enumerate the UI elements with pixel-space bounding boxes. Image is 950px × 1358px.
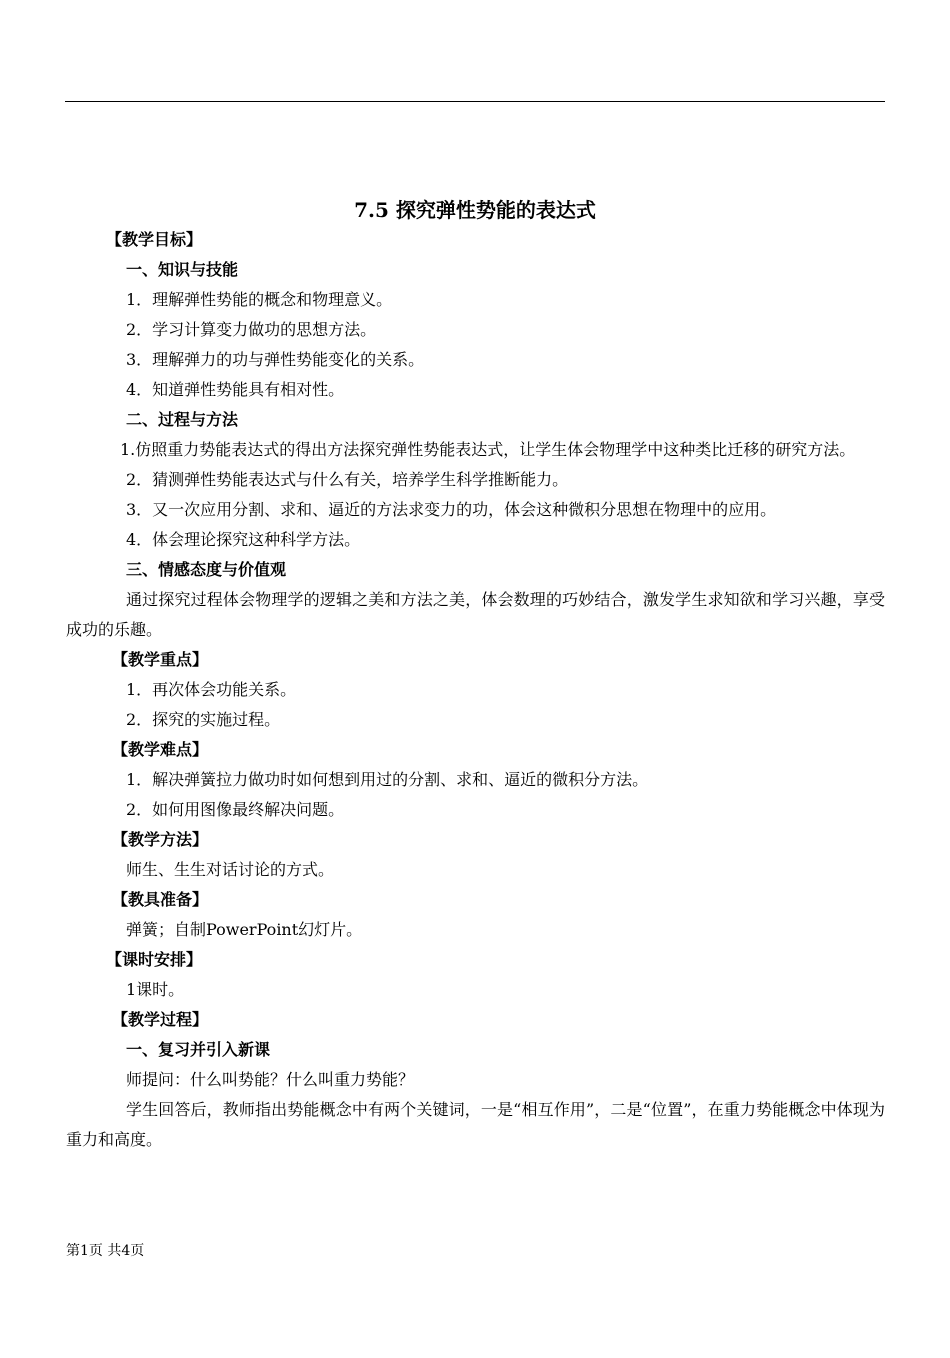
methods-heading: 【教学方法】 bbox=[112, 830, 209, 849]
schedule-text: 1课时。 bbox=[126, 980, 185, 999]
key-point-item: 2．探究的实施过程。 bbox=[126, 710, 281, 729]
emotion-text: 通过探究过程体会物理学的逻辑之美和方法之美，体会数理的巧妙结合，激发学生求知欲和学习兴趣，享受成功的乐趣。 bbox=[66, 590, 885, 639]
difficulty-item: 2．如何用图像最终解决问题。 bbox=[126, 800, 345, 819]
knowledge-item: 3．理解弹力的功与弹性势能变化的关系。 bbox=[126, 350, 425, 369]
process-item: 1.仿照重力势能表达式的得出方法探究弹性势能表达式，让学生体会物理学中这种类比迁移的研究方法。 bbox=[120, 440, 856, 459]
knowledge-item: 4．知道弹性势能具有相对性。 bbox=[126, 380, 345, 399]
process-item: 3．又一次应用分割、求和、逼近的方法求变力的功，体会这种微积分思想在物理中的应用。 bbox=[126, 500, 777, 519]
procedure-section-heading: 一、复习并引入新课 bbox=[126, 1040, 271, 1059]
tools-heading: 【教具准备】 bbox=[112, 890, 209, 909]
document-body bbox=[66, 225, 885, 1155]
knowledge-item: 2．学习计算变力做功的思想方法。 bbox=[126, 320, 377, 339]
difficulty-item: 1．解决弹簧拉力做功时如何想到用过的分割、求和、逼近的微积分方法。 bbox=[126, 770, 649, 789]
methods-text: 师生、生生对话讨论的方式。 bbox=[126, 860, 335, 879]
process-item: 4．体会理论探究这种科学方法。 bbox=[126, 530, 361, 549]
schedule-heading: 【课时安排】 bbox=[106, 950, 203, 969]
document-title: 7.5 探究弹性势能的表达式 bbox=[354, 198, 596, 222]
procedure-paragraph: 学生回答后，教师指出势能概念中有两个关键词，一是“相互作用”，二是“位置”，在重力势能概念中体现为重力和高度。 bbox=[66, 1100, 885, 1149]
knowledge-item: 1．理解弹性势能的概念和物理意义。 bbox=[126, 290, 393, 309]
difficulties-heading: 【教学难点】 bbox=[112, 740, 209, 759]
objectives-heading: 【教学目标】 bbox=[106, 230, 203, 249]
key-point-item: 1．再次体会功能关系。 bbox=[126, 680, 297, 699]
process-item: 2．猜测弹性势能表达式与什么有关，培养学生科学推断能力。 bbox=[126, 470, 569, 489]
header-rule bbox=[65, 101, 885, 102]
tools-text: 弹簧；自制PowerPoint幻灯片。 bbox=[126, 920, 363, 939]
knowledge-heading: 一、知识与技能 bbox=[126, 260, 239, 279]
procedure-heading: 【教学过程】 bbox=[112, 1010, 209, 1029]
key-points-heading: 【教学重点】 bbox=[112, 650, 209, 669]
page-number-footer: 第1页 共4页 bbox=[66, 1243, 145, 1259]
procedure-paragraph: 师提问：什么叫势能？什么叫重力势能？ bbox=[126, 1070, 415, 1089]
emotion-heading: 三、情感态度与价值观 bbox=[126, 560, 287, 579]
process-heading: 二、过程与方法 bbox=[126, 410, 239, 429]
